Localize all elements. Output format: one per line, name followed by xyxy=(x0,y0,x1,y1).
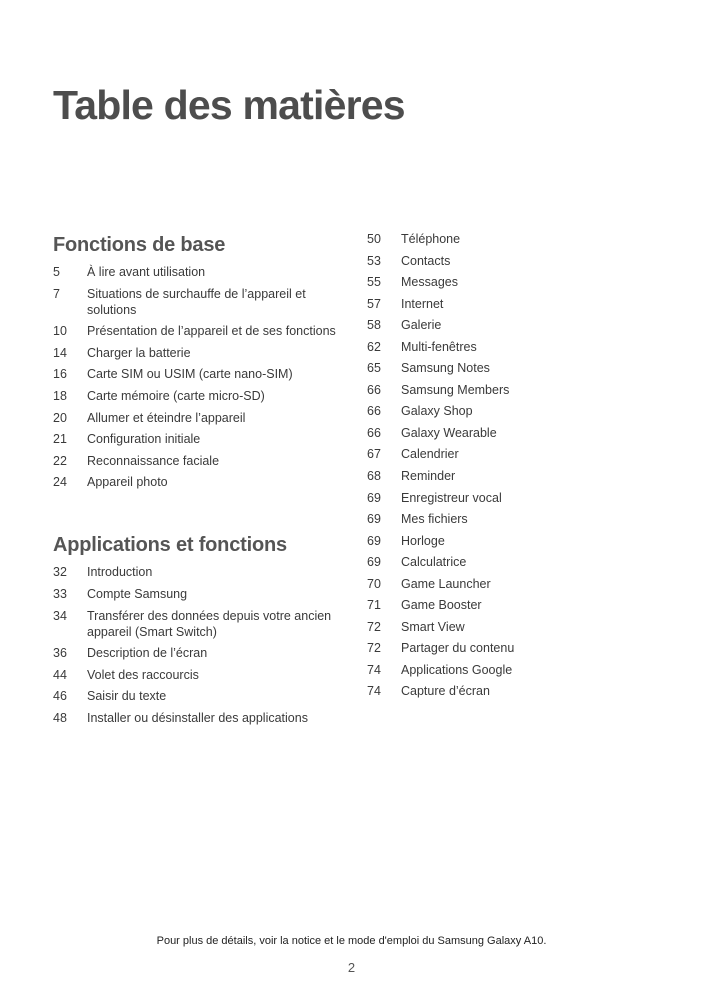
toc-entry-label: Introduction xyxy=(87,565,153,580)
toc-entry-label: Calculatrice xyxy=(401,555,467,570)
toc-entry[interactable] xyxy=(53,667,343,683)
section-title: Applications et fonctions xyxy=(53,534,287,557)
toc-entry-label: Capture d’écran xyxy=(401,684,490,699)
toc-page-number: 66 xyxy=(367,425,381,440)
toc-entry-label: Smart View xyxy=(401,619,465,634)
toc-entry-label: Enregistreur vocal xyxy=(401,490,502,505)
toc-list xyxy=(53,564,343,726)
toc-page-number: 33 xyxy=(53,586,67,601)
toc-entry[interactable] xyxy=(53,453,343,469)
toc-entry-label: Galerie xyxy=(401,318,442,333)
toc-entry-label: Samsung Members xyxy=(401,382,510,397)
toc-entry-label: Horloge xyxy=(401,533,445,548)
toc-entry[interactable] xyxy=(367,446,667,462)
toc-entry[interactable] xyxy=(367,490,667,506)
toc-entry-label: Reconnaissance faciale xyxy=(87,453,220,468)
toc-entry[interactable] xyxy=(53,345,343,361)
toc-entry[interactable] xyxy=(367,597,667,613)
toc-right-column xyxy=(367,231,667,705)
toc-entry-label: Multi-fenêtres xyxy=(401,339,477,354)
toc-entry-label: Game Launcher xyxy=(401,576,491,591)
toc-page-number: 21 xyxy=(53,432,67,447)
toc-entry-label: Allumer et éteindre l’appareil xyxy=(87,410,246,425)
toc-entry[interactable] xyxy=(53,286,343,318)
toc-page-number: 67 xyxy=(367,447,381,462)
toc-entry-label: Carte SIM ou USIM (carte nano-SIM) xyxy=(87,367,293,382)
toc-entry[interactable] xyxy=(367,231,667,247)
toc-page-number: 34 xyxy=(53,608,67,623)
toc-entry-label: Calendrier xyxy=(401,447,459,462)
toc-list xyxy=(53,264,343,490)
toc-entry[interactable] xyxy=(53,564,343,580)
toc-page-number: 14 xyxy=(53,345,67,360)
page-number: 2 xyxy=(347,960,356,975)
toc-entry[interactable] xyxy=(367,533,667,549)
toc-page-number: 55 xyxy=(367,275,381,290)
toc-entry-label: Partager du contenu xyxy=(401,641,515,656)
toc-page-number: 32 xyxy=(53,565,67,580)
toc-entry[interactable] xyxy=(53,388,343,404)
toc-page-number: 57 xyxy=(367,296,381,311)
toc-page-number: 53 xyxy=(367,253,381,268)
section-title: Fonctions de base xyxy=(53,234,226,256)
toc-page-number: 69 xyxy=(367,555,381,570)
toc-entry-label: Présentation de l’appareil et de ses fonctions xyxy=(87,324,336,339)
toc-page-number: 72 xyxy=(367,641,381,656)
toc-entry-label: Galaxy Shop xyxy=(401,404,473,419)
toc-page-number: 58 xyxy=(367,318,381,333)
toc-entry-label: Configuration initiale xyxy=(87,432,201,447)
toc-entry[interactable] xyxy=(53,474,343,490)
toc-page-number: 70 xyxy=(367,576,381,591)
toc-list xyxy=(367,231,667,699)
toc-entry[interactable] xyxy=(367,317,667,333)
toc-entry-label: Volet des raccourcis xyxy=(87,667,199,682)
toc-page-number: 74 xyxy=(367,684,381,699)
toc-entry-label: Compte Samsung xyxy=(87,586,188,601)
toc-entry[interactable] xyxy=(367,296,667,312)
toc-entry[interactable] xyxy=(367,640,667,656)
toc-entry[interactable] xyxy=(367,662,667,678)
toc-entry[interactable] xyxy=(367,403,667,419)
toc-entry-label: Messages xyxy=(401,275,458,290)
toc-page-number: 48 xyxy=(53,710,67,725)
toc-entry[interactable] xyxy=(367,468,667,484)
toc-entry[interactable] xyxy=(53,710,343,726)
toc-entry-label: Reminder xyxy=(401,469,456,484)
toc-entry-label: Contacts xyxy=(401,253,451,268)
toc-page-number: 69 xyxy=(367,490,381,505)
toc-entry-label: Téléphone xyxy=(401,232,461,246)
toc-entry[interactable] xyxy=(53,264,343,280)
toc-entry-label: Mes fichiers xyxy=(401,512,468,527)
toc-entry-label: Saisir du texte xyxy=(87,689,167,704)
toc-entry[interactable] xyxy=(53,410,343,426)
toc-entry[interactable] xyxy=(367,382,667,398)
toc-entry-label: Appareil photo xyxy=(87,475,168,490)
toc-entry-label: Description de l’écran xyxy=(87,646,208,661)
toc-entry-label: Game Booster xyxy=(401,598,482,613)
toc-page-number: 36 xyxy=(53,646,67,661)
toc-entry[interactable] xyxy=(367,619,667,635)
toc-entry-label: Charger la batterie xyxy=(87,345,191,360)
toc-entry[interactable] xyxy=(53,323,343,339)
toc-entry[interactable] xyxy=(53,431,343,447)
toc-entry-label: Applications Google xyxy=(401,662,513,677)
toc-page-number: 65 xyxy=(367,361,381,376)
toc-section-applications-et-fonctions xyxy=(53,532,343,726)
footer-note: Pour plus de détails, voir la notice et le mode d'emploi du Samsung Galaxy A10. xyxy=(156,935,547,947)
toc-page-number: 7 xyxy=(53,286,60,301)
toc-left-column xyxy=(53,232,343,732)
toc-page-number: 10 xyxy=(53,324,67,339)
toc-page-number: 44 xyxy=(53,667,67,682)
toc-entry-label: Samsung Notes xyxy=(401,361,490,376)
toc-page-number: 66 xyxy=(367,404,381,419)
toc-page-number: 5 xyxy=(53,265,60,279)
toc-entry[interactable] xyxy=(53,688,343,704)
toc-page-number: 71 xyxy=(367,598,381,613)
toc-entry[interactable] xyxy=(367,576,667,592)
toc-entry[interactable] xyxy=(367,511,667,527)
toc-page-number: 66 xyxy=(367,382,381,397)
toc-page-number: 22 xyxy=(53,453,67,468)
toc-page-number: 62 xyxy=(367,339,381,354)
toc-entry[interactable] xyxy=(53,586,343,602)
toc-entry[interactable] xyxy=(367,360,667,376)
toc-entry-label: Galaxy Wearable xyxy=(401,425,497,440)
toc-page-number: 74 xyxy=(367,662,381,677)
toc-entry-label: Internet xyxy=(401,296,444,311)
page-title: Table des matières xyxy=(53,82,405,128)
toc-page-number: 69 xyxy=(367,533,381,548)
toc-entry[interactable] xyxy=(367,683,667,699)
toc-entry[interactable] xyxy=(367,253,667,269)
toc-page-number: 46 xyxy=(53,689,67,704)
toc-entry[interactable] xyxy=(367,425,667,441)
toc-entry-label: Carte mémoire (carte micro-SD) xyxy=(87,388,265,403)
toc-entry-label: À lire avant utilisation xyxy=(87,265,206,279)
toc-section-fonctions-de-base xyxy=(53,232,343,490)
toc-page-number: 69 xyxy=(367,512,381,527)
toc-page-number: 24 xyxy=(53,475,67,490)
toc-page-number: 18 xyxy=(53,388,67,403)
toc-page-number: 72 xyxy=(367,619,381,634)
toc-entry[interactable] xyxy=(367,274,667,290)
toc-entry-label: Installer ou désinstaller des applications xyxy=(87,710,308,725)
toc-entry-label: Transférer des données depuis votre ancien appareil (Smart Switch) xyxy=(87,608,332,639)
toc-page-number: 50 xyxy=(367,232,381,246)
toc-page-number: 16 xyxy=(53,367,67,382)
toc-page-number: 68 xyxy=(367,469,381,484)
toc-entry[interactable] xyxy=(53,608,343,640)
toc-entry-label: Situations de surchauffe de l’appareil et solutions xyxy=(87,286,306,317)
toc-entry[interactable] xyxy=(53,645,343,661)
toc-page-number: 20 xyxy=(53,410,67,425)
toc-entry[interactable] xyxy=(53,366,343,382)
toc-entry[interactable] xyxy=(367,554,667,570)
toc-entry[interactable] xyxy=(367,339,667,355)
